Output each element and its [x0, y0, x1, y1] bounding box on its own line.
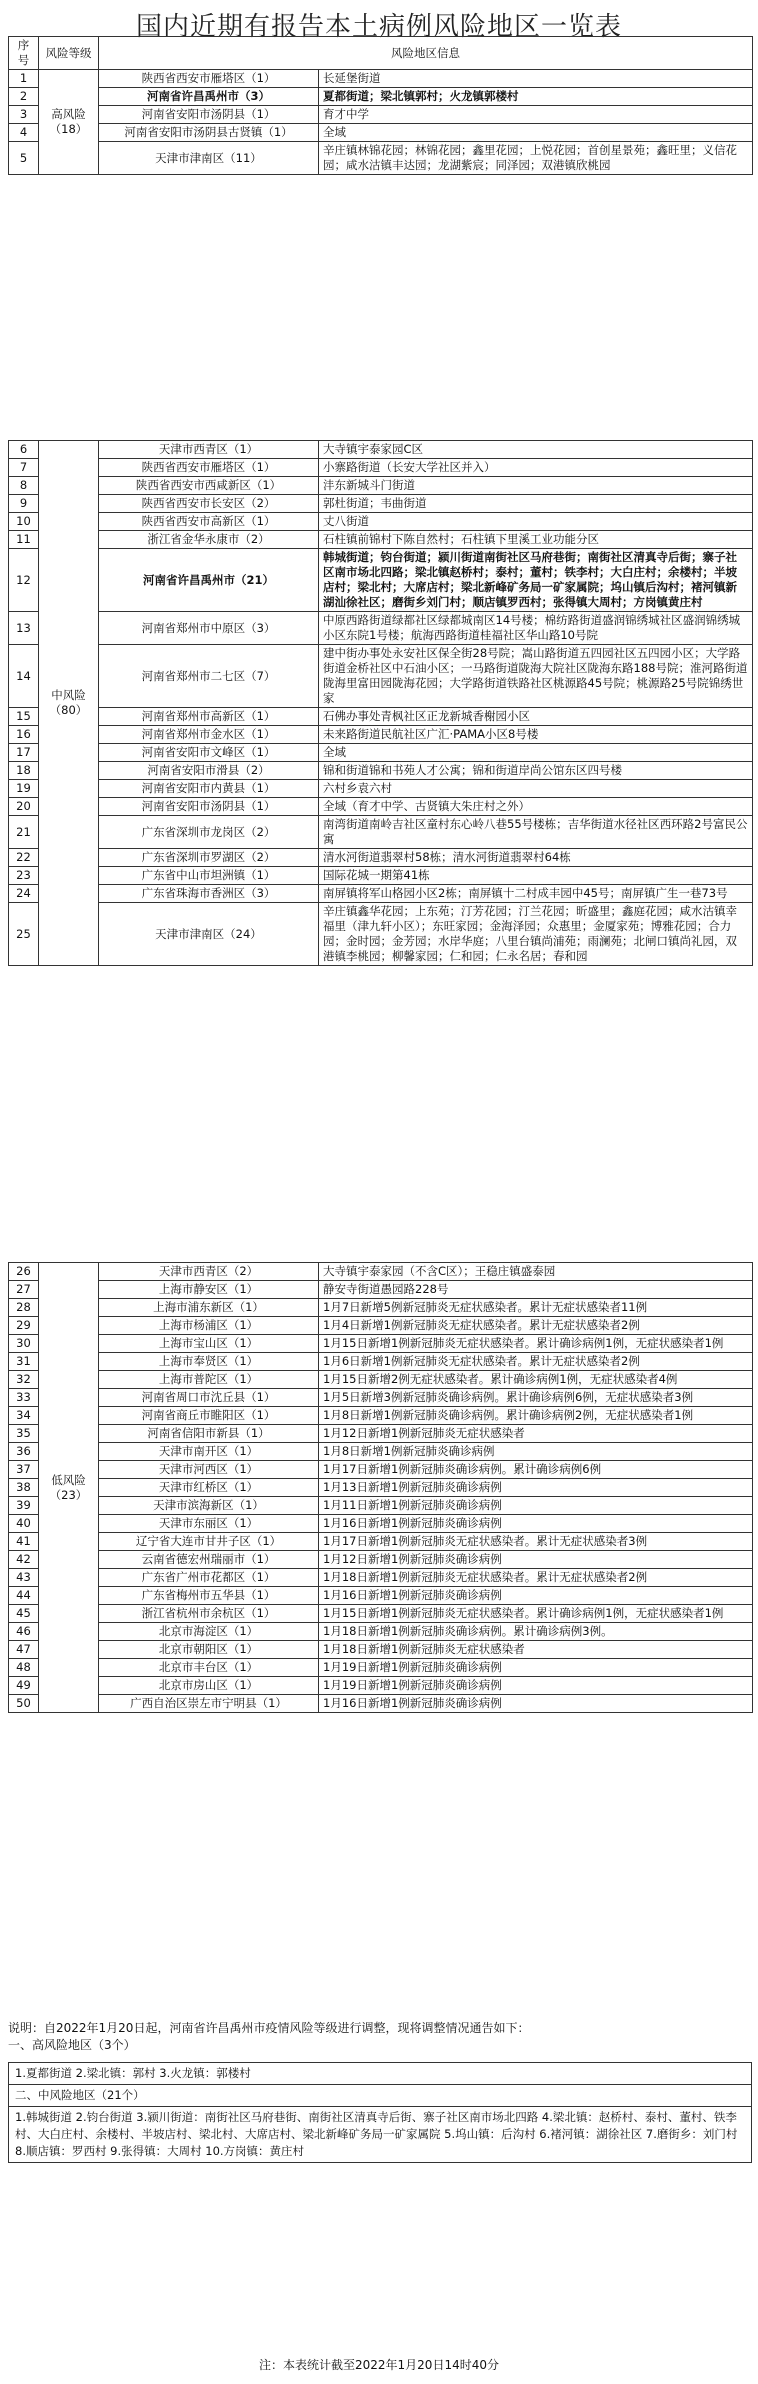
row-number: 34	[9, 1407, 39, 1425]
area-info-cell: 1月11日新增1例新冠肺炎确诊病例	[319, 1497, 753, 1515]
row-number: 49	[9, 1677, 39, 1695]
table-row	[9, 1461, 753, 1479]
region-cell: 天津市津南区（11）	[99, 142, 319, 175]
area-info-cell: 石佛办事处青枫社区正龙新城香榭园小区	[319, 708, 753, 726]
region-cell: 北京市房山区（1）	[99, 1677, 319, 1695]
area-info-cell: 1月13日新增1例新冠肺炎确诊病例	[319, 1479, 753, 1497]
table-row	[9, 531, 753, 549]
area-info-cell: 建中街办事处永安社区保全街28号院；嵩山路街道五四园社区五四园小区；大学路街道金桥社区中石油小区；一马路街道陇海大院社区陇海东路188号院；淮河路街道陇海里富田园陇海花园；大学路街道铁路社区桃源路45号院；桃源路25号院锦绣世家	[319, 645, 753, 708]
table-row	[9, 1587, 753, 1605]
area-info-cell: 大寺镇宇泰家园（不含C区）；王稳庄镇盛泰园	[319, 1263, 753, 1281]
region-cell: 北京市丰台区（1）	[99, 1659, 319, 1677]
region-cell: 河南省许昌禹州市（21）	[99, 549, 319, 612]
table-row	[9, 1425, 753, 1443]
area-info-cell: 1月15日新增1例新冠肺炎无症状感染者。累计确诊病例1例，无症状感染者1例	[319, 1335, 753, 1353]
row-number: 27	[9, 1281, 39, 1299]
table-row	[9, 1623, 753, 1641]
table-row	[9, 1695, 753, 1713]
region-cell: 河南省安阳市滑县（2）	[99, 762, 319, 780]
area-info-cell: 国际花城一期第41栋	[319, 867, 753, 885]
area-info-cell: 1月12日新增1例新冠肺炎无症状感染者	[319, 1425, 753, 1443]
region-cell: 广东省中山市坦洲镇（1）	[99, 867, 319, 885]
area-info-cell: 1月15日新增1例新冠肺炎无症状感染者。累计确诊病例1例，无症状感染者1例	[319, 1605, 753, 1623]
region-cell: 浙江省杭州市余杭区（1）	[99, 1605, 319, 1623]
table-row	[9, 1317, 753, 1335]
area-info-cell: 辛庄镇鑫华花园；上东苑；汀芳花园；汀兰花园；昕盛里；鑫庭花园；咸水沽镇幸福里（津九轩小区）；东旺家园；金海泽园；众惠里；金厦家苑；博雅花园；合力园；金时园；金芳园；水岸华庭；八里台镇尚浦苑；雨澜苑；北闸口镇尚礼园，双港镇李桃园；柳馨家园；仁和园；仁永名居；春和园	[319, 903, 753, 966]
region-cell: 广东省深圳市罗湖区（2）	[99, 849, 319, 867]
box-line-high: 1.夏都街道 2.梁北镇：郭村 3.火龙镇：郭楼村	[9, 2063, 751, 2085]
region-cell: 天津市东丽区（1）	[99, 1515, 319, 1533]
row-number: 7	[9, 459, 39, 477]
table-row	[9, 762, 753, 780]
region-cell: 上海市浦东新区（1）	[99, 1299, 319, 1317]
table-row	[9, 1281, 753, 1299]
header-no: 序号	[9, 37, 39, 70]
row-number: 6	[9, 441, 39, 459]
table-row	[9, 798, 753, 816]
table-row	[9, 1641, 753, 1659]
area-info-cell: 夏都街道；梁北镇郭村；火龙镇郭楼村	[319, 88, 753, 106]
table-row	[9, 513, 753, 531]
header-level: 风险等级	[39, 37, 99, 70]
region-cell: 天津市红桥区（1）	[99, 1479, 319, 1497]
row-number: 28	[9, 1299, 39, 1317]
row-number: 41	[9, 1533, 39, 1551]
region-cell: 上海市杨浦区（1）	[99, 1317, 319, 1335]
region-cell: 天津市滨海新区（1）	[99, 1497, 319, 1515]
area-info-cell: 未来路街道民航社区广汇·PAMA小区8号楼	[319, 726, 753, 744]
row-number: 12	[9, 549, 39, 612]
row-number: 40	[9, 1515, 39, 1533]
table-row	[9, 1335, 753, 1353]
footnote: 注：本表统计截至2022年1月20日14时40分	[259, 2358, 499, 2372]
table-row	[9, 645, 753, 708]
row-number: 5	[9, 142, 39, 175]
area-info-cell: 1月19日新增1例新冠肺炎确诊病例	[319, 1677, 753, 1695]
region-cell: 上海市奉贤区（1）	[99, 1353, 319, 1371]
region-cell: 广东省深圳市龙岗区（2）	[99, 816, 319, 849]
area-info-cell: 静安寺街道愚园路228号	[319, 1281, 753, 1299]
area-info-cell: 1月16日新增1例新冠肺炎确诊病例	[319, 1587, 753, 1605]
note-line: 一、高风险地区（3个）	[8, 2038, 136, 2052]
area-info-cell: 韩城街道；钧台街道；颍川街道南街社区马府巷街；南街社区清真寺后街；寨子社区南市场北四路；梁北镇赵桥村；泰村；董村；铁李村；大白庄村；余楼村；半坡店村；梁北村；大席店村；梁北新峰矿务局一矿家属院；坞山镇后沟村；褚河镇新湖汕徐社区；磨街乡刘门村；顺店镇罗西村；张得镇大周村；方岗镇黄庄村	[319, 549, 753, 612]
row-number: 2	[9, 88, 39, 106]
area-info-cell: 1月18日新增1例新冠肺炎无症状感染者。累计无症状感染者2例	[319, 1569, 753, 1587]
region-cell: 河南省安阳市文峰区（1）	[99, 744, 319, 762]
area-info-cell: 1月5日新增3例新冠肺炎确诊病例。累计确诊病例6例，无症状感染者3例	[319, 1389, 753, 1407]
region-cell: 陕西省西安市长安区（2）	[99, 495, 319, 513]
table-header-row	[9, 37, 753, 70]
risk-table-low	[8, 1262, 753, 1713]
region-cell: 辽宁省大连市甘井子区（1）	[99, 1533, 319, 1551]
table-row	[9, 1659, 753, 1677]
region-cell: 上海市普陀区（1）	[99, 1371, 319, 1389]
area-info-cell: 全域	[319, 124, 753, 142]
region-cell: 天津市南开区（1）	[99, 1443, 319, 1461]
table-row	[9, 1497, 753, 1515]
region-cell: 河南省安阳市汤阴县（1）	[99, 106, 319, 124]
area-info-cell: 丈八街道	[319, 513, 753, 531]
region-cell: 河南省商丘市睢阳区（1）	[99, 1407, 319, 1425]
row-number: 36	[9, 1443, 39, 1461]
area-info-cell: 石柱镇前锦村下陈自然村；石柱镇下里溪工业功能分区	[319, 531, 753, 549]
table-row	[9, 1533, 753, 1551]
table-row	[9, 1299, 753, 1317]
region-cell: 河南省周口市沈丘县（1）	[99, 1389, 319, 1407]
table-row	[9, 106, 753, 124]
table-row	[9, 1389, 753, 1407]
table-row	[9, 142, 753, 175]
row-number: 30	[9, 1335, 39, 1353]
row-number: 10	[9, 513, 39, 531]
region-cell: 广东省梅州市五华县（1）	[99, 1587, 319, 1605]
table-row	[9, 708, 753, 726]
table-row	[9, 816, 753, 849]
region-cell: 河南省郑州市高新区（1）	[99, 708, 319, 726]
row-number: 29	[9, 1317, 39, 1335]
row-number: 18	[9, 762, 39, 780]
area-info-cell: 大寺镇宇泰家园C区	[319, 441, 753, 459]
area-info-cell: 1月18日新增1例新冠肺炎无症状感染者	[319, 1641, 753, 1659]
region-cell: 广东省广州市花都区（1）	[99, 1569, 319, 1587]
table-row	[9, 1551, 753, 1569]
area-info-cell: 长延堡街道	[319, 70, 753, 88]
area-info-cell: 清水河街道翡翠村58栋；清水河街道翡翠村64栋	[319, 849, 753, 867]
region-cell: 河南省安阳市内黄县（1）	[99, 780, 319, 798]
row-number: 42	[9, 1551, 39, 1569]
row-number: 31	[9, 1353, 39, 1371]
row-number: 37	[9, 1461, 39, 1479]
note-line-medium-header: 二、中风险地区（21个）	[9, 2085, 751, 2107]
region-cell: 天津市西青区（1）	[99, 441, 319, 459]
row-number: 39	[9, 1497, 39, 1515]
row-number: 3	[9, 106, 39, 124]
area-info-cell: 全域	[319, 744, 753, 762]
region-cell: 广西自治区崇左市宁明县（1）	[99, 1695, 319, 1713]
risk-level-cell: 低风险（23）	[39, 1263, 99, 1713]
table-row	[9, 903, 753, 966]
area-info-cell: 1月7日新增5例新冠肺炎无症状感染者。累计无症状感染者11例	[319, 1299, 753, 1317]
row-number: 20	[9, 798, 39, 816]
area-info-cell: 小寨路街道（长安大学社区并入）	[319, 459, 753, 477]
table-row	[9, 1677, 753, 1695]
note-line: 说明：自2022年1月20日起，河南省许昌禹州市疫情风险等级进行调整，现将调整情况通告如下：	[8, 2021, 530, 2035]
row-number: 21	[9, 816, 39, 849]
adjusted-areas-box	[8, 2062, 752, 2163]
risk-table-high	[8, 36, 753, 175]
region-cell: 云南省德宏州瑞丽市（1）	[99, 1551, 319, 1569]
row-number: 47	[9, 1641, 39, 1659]
area-info-cell: 1月15日新增2例无症状感染者。累计确诊病例1例，无症状感染者4例	[319, 1371, 753, 1389]
row-number: 46	[9, 1623, 39, 1641]
area-info-cell: 育才中学	[319, 106, 753, 124]
area-info-cell: 1月16日新增1例新冠肺炎确诊病例	[319, 1515, 753, 1533]
region-cell: 上海市静安区（1）	[99, 1281, 319, 1299]
region-cell: 陕西省西安市雁塔区（1）	[99, 70, 319, 88]
region-cell: 陕西省西安市高新区（1）	[99, 513, 319, 531]
table-row	[9, 477, 753, 495]
row-number: 48	[9, 1659, 39, 1677]
region-cell: 天津市西青区（2）	[99, 1263, 319, 1281]
header-info: 风险地区信息	[99, 37, 753, 70]
table-row	[9, 1569, 753, 1587]
table-row	[9, 495, 753, 513]
table-row	[9, 1263, 753, 1281]
row-number: 38	[9, 1479, 39, 1497]
area-info-cell: 1月6日新增1例新冠肺炎无症状感染者。累计无症状感染者2例	[319, 1353, 753, 1371]
region-cell: 天津市津南区（24）	[99, 903, 319, 966]
row-number: 45	[9, 1605, 39, 1623]
region-cell: 河南省许昌禹州市（3）	[99, 88, 319, 106]
area-info-cell: 南屏镇将军山格园小区2栋；南屏镇十二村成丰园中45号；南屏镇广生一巷73号	[319, 885, 753, 903]
table-row	[9, 1353, 753, 1371]
area-info-cell: 1月18日新增1例新冠肺炎确诊病例。累计确诊病例3例。	[319, 1623, 753, 1641]
row-number: 13	[9, 612, 39, 645]
region-cell: 河南省安阳市汤阴县（1）	[99, 798, 319, 816]
table-row	[9, 744, 753, 762]
box-line-medium: 1.韩城街道 2.钧台街道 3.颍川街道：南街社区马府巷街、南街社区清真寺后街、寨子社区南市场北四路 4.梁北镇：赵桥村、泰村、董村、铁李村、大白庄村、余楼村、半坡店村、梁北村、大席店村、梁北新峰矿务局一矿家属院 5.坞山镇：后沟村 6.褚河镇：湖徐社区 7.磨街乡：刘门村 8.顺店镇：罗西村 9.张得镇：大周村 10.方岗镇：黄庄村	[15, 2110, 738, 2158]
table-row	[9, 88, 753, 106]
row-number: 19	[9, 780, 39, 798]
table-row	[9, 1605, 753, 1623]
notes-block	[8, 2020, 752, 2054]
table-row	[9, 124, 753, 142]
row-number: 44	[9, 1587, 39, 1605]
region-cell: 天津市河西区（1）	[99, 1461, 319, 1479]
row-number: 35	[9, 1425, 39, 1443]
row-number: 15	[9, 708, 39, 726]
table-row	[9, 1443, 753, 1461]
row-number: 8	[9, 477, 39, 495]
region-cell: 河南省安阳市汤阴县古贤镇（1）	[99, 124, 319, 142]
page-title: 国内近期有报告本土病例风险地区一览表	[135, 12, 622, 42]
table-row	[9, 885, 753, 903]
risk-table-medium	[8, 440, 753, 966]
table-row	[9, 1407, 753, 1425]
region-cell: 河南省信阳市新县（1）	[99, 1425, 319, 1443]
region-cell: 陕西省西安市西咸新区（1）	[99, 477, 319, 495]
table-row	[9, 780, 753, 798]
region-cell: 河南省郑州市二七区（7）	[99, 645, 319, 708]
table-row	[9, 1371, 753, 1389]
area-info-cell: 1月8日新增1例新冠肺炎确诊病例	[319, 1443, 753, 1461]
row-number: 26	[9, 1263, 39, 1281]
area-info-cell: 1月19日新增1例新冠肺炎确诊病例	[319, 1659, 753, 1677]
row-number: 4	[9, 124, 39, 142]
area-info-cell: 六村乡袁六村	[319, 780, 753, 798]
area-info-cell: 锦和街道锦和书苑人才公寓；锦和街道岸尚公馆东区四号楼	[319, 762, 753, 780]
area-info-cell: 1月8日新增1例新冠肺炎确诊病例。累计确诊病例2例，无症状感染者1例	[319, 1407, 753, 1425]
region-cell: 北京市海淀区（1）	[99, 1623, 319, 1641]
table-row	[9, 549, 753, 612]
area-info-cell: 全域（育才中学、古贤镇大朱庄村之外）	[319, 798, 753, 816]
area-info-cell: 沣东新城斗门街道	[319, 477, 753, 495]
table-row	[9, 441, 753, 459]
table-row	[9, 612, 753, 645]
area-info-cell: 郭杜街道；韦曲街道	[319, 495, 753, 513]
area-info-cell: 1月16日新增1例新冠肺炎确诊病例	[319, 1695, 753, 1713]
row-number: 11	[9, 531, 39, 549]
row-number: 17	[9, 744, 39, 762]
row-number: 25	[9, 903, 39, 966]
table-row	[9, 70, 753, 88]
risk-level-cell: 中风险（80）	[39, 441, 99, 966]
row-number: 24	[9, 885, 39, 903]
row-number: 33	[9, 1389, 39, 1407]
row-number: 43	[9, 1569, 39, 1587]
region-cell: 广东省珠海市香洲区（3）	[99, 885, 319, 903]
row-number: 14	[9, 645, 39, 708]
table-row	[9, 1479, 753, 1497]
area-info-cell: 中原西路街道绿都社区绿都城南区14号楼；棉纺路街道盛润锦绣城社区盛润锦绣城小区东院1号楼；航海西路街道桂福社区华山路10号院	[319, 612, 753, 645]
area-info-cell: 辛庄镇林锦花园；林锦花园；鑫里花园；上悦花园；首创星景苑；鑫旺里；义信花园；咸水沽镇丰达园；龙湖紫宸；同泽园；双港镇欣桃园	[319, 142, 753, 175]
area-info-cell: 1月17日新增1例新冠肺炎无症状感染者。累计无症状感染者3例	[319, 1533, 753, 1551]
area-info-cell: 1月4日新增1例新冠肺炎无症状感染者。累计无症状感染者2例	[319, 1317, 753, 1335]
table-row	[9, 867, 753, 885]
region-cell: 浙江省金华永康市（2）	[99, 531, 319, 549]
row-number: 23	[9, 867, 39, 885]
table-row	[9, 849, 753, 867]
row-number: 50	[9, 1695, 39, 1713]
table-row	[9, 459, 753, 477]
table-row	[9, 1515, 753, 1533]
table-row	[9, 726, 753, 744]
region-cell: 河南省郑州市中原区（3）	[99, 612, 319, 645]
area-info-cell: 1月17日新增1例新冠肺炎确诊病例。累计确诊病例6例	[319, 1461, 753, 1479]
risk-level-cell: 高风险（18）	[39, 70, 99, 175]
row-number: 16	[9, 726, 39, 744]
row-number: 32	[9, 1371, 39, 1389]
region-cell: 陕西省西安市雁塔区（1）	[99, 459, 319, 477]
row-number: 9	[9, 495, 39, 513]
region-cell: 河南省郑州市金水区（1）	[99, 726, 319, 744]
area-info-cell: 南湾街道南岭吉社区童村东心岭八巷55号楼栋；吉华街道水径社区西环路2号富民公寓	[319, 816, 753, 849]
region-cell: 上海市宝山区（1）	[99, 1335, 319, 1353]
area-info-cell: 1月12日新增1例新冠肺炎确诊病例	[319, 1551, 753, 1569]
row-number: 1	[9, 70, 39, 88]
row-number: 22	[9, 849, 39, 867]
region-cell: 北京市朝阳区（1）	[99, 1641, 319, 1659]
